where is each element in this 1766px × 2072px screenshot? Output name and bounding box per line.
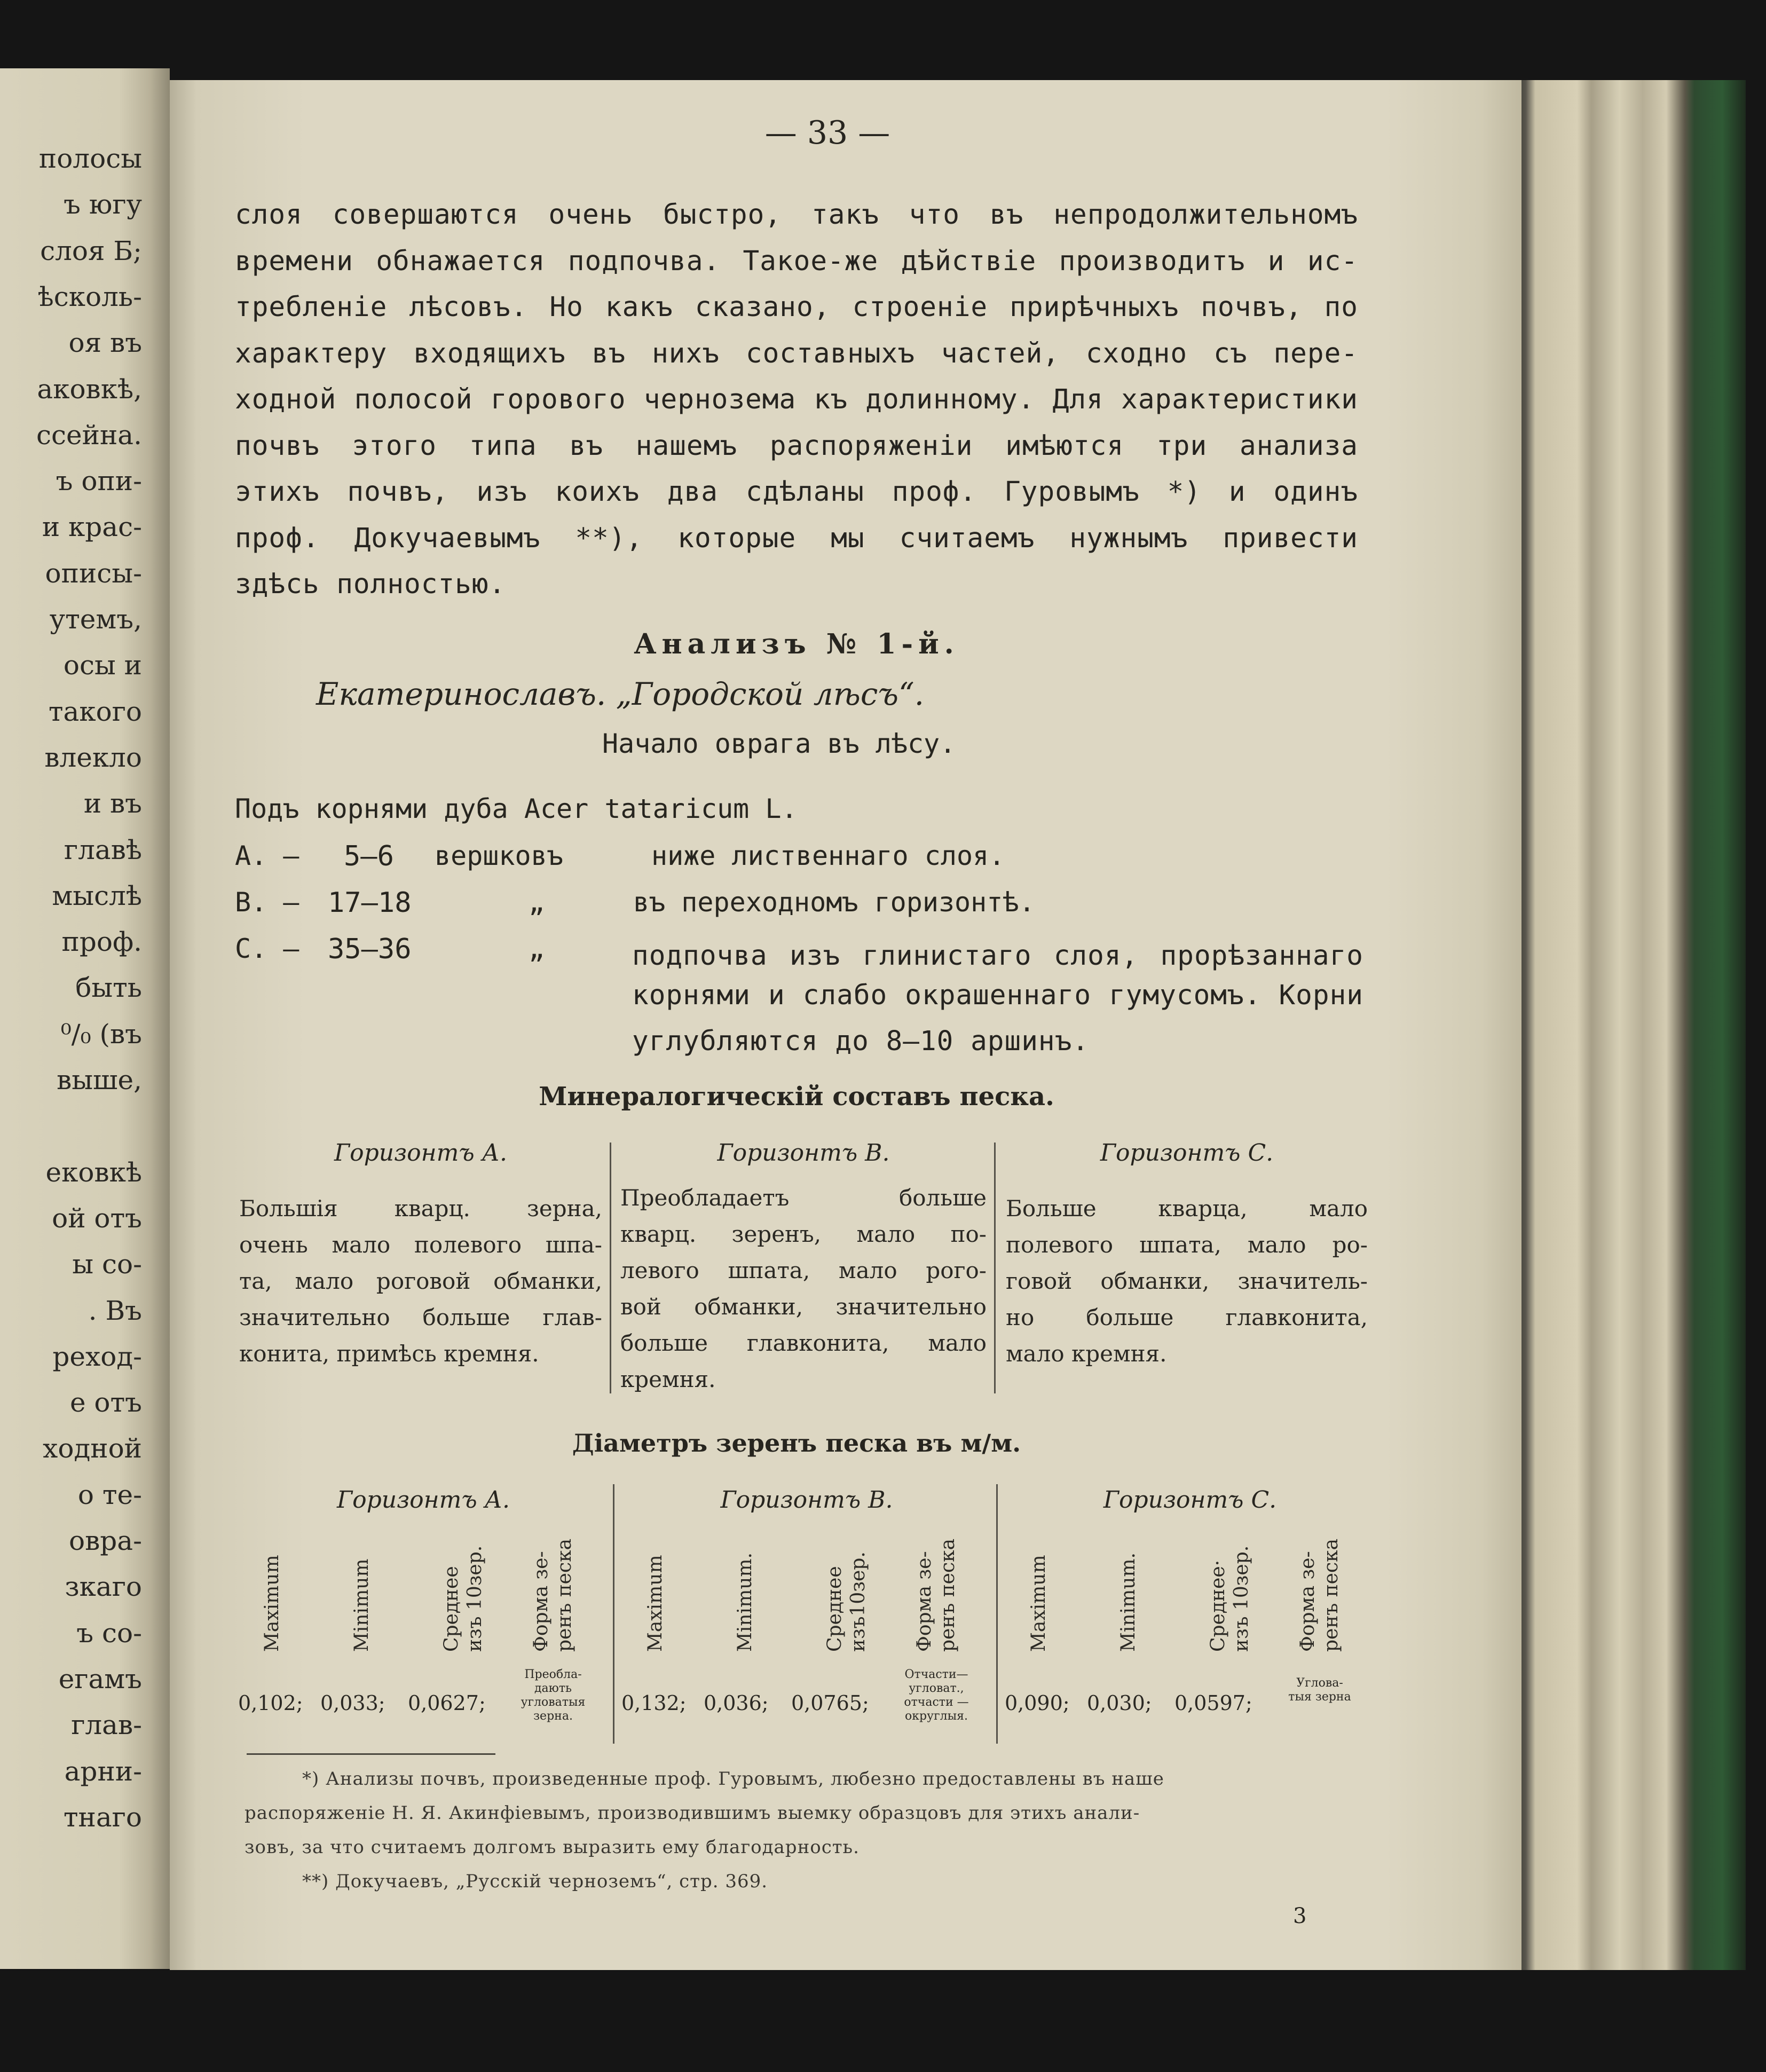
mineral-col-line: очень мало полевого шпа- [239,1232,602,1258]
left-page-fragment-line: тнаго [63,1801,142,1833]
column-divider [996,1484,998,1744]
diameter-subheader-line: Форма зе- [913,1551,935,1652]
diameter-value: 0,090; [1005,1691,1070,1715]
left-page-fragment-line: о те- [77,1479,142,1510]
grain-form-text [1272,1676,1368,1704]
left-page-fragment-line: е отъ [69,1387,142,1419]
grain-form-line: Углова- [1296,1676,1343,1690]
left-page-fragment-line: ѣсколь- [37,281,142,312]
diameter-subheader [1207,1546,1253,1652]
left-page-fragment-line: такого [48,696,142,727]
mineral-title: Минералогическій составъ песка. [539,1082,1054,1112]
left-page-fragment-line: егамъ [58,1663,142,1695]
left-page-fragment-line: и въ [83,788,142,820]
left-page-fragment-line: . Въ [88,1295,142,1326]
grain-form-line: дають [534,1682,572,1695]
mineral-col-header: Горизонтъ А. [334,1139,507,1167]
left-page-fragment-line: проф. [61,926,142,958]
mineral-col-line: кремня. [620,1366,716,1392]
left-page-fragment-line: мыслѣ [52,880,142,911]
horizon-unit: вершковъ [435,840,563,871]
paragraph-line: слоя совершаются очень быстро, такъ что въ непродолжительномъ [235,199,1358,231]
footnote-line: **) Докучаевъ, „Русскій черноземъ“, стр. 369. [302,1871,768,1892]
diameter-subheader [913,1539,960,1652]
paragraph-line: здѣсь полностью. [235,569,506,600]
diameter-subheader-line: Minimum [351,1558,373,1652]
left-page-fragment-line: ой отъ [52,1202,142,1234]
diameter-subheader-line: изъ 10зер. [464,1545,486,1652]
footnote-line: зовъ, за что считаемъ долгомъ выразить ему благодарность. [245,1837,860,1858]
diameter-subheader-line: Maximum [1028,1555,1050,1652]
left-page-fragment-line: ъ опи- [56,466,142,497]
left-page-fragment-line: описы- [45,557,142,589]
horizon-c-cont-2: углубляются до 8—10 аршинъ. [632,1026,1090,1057]
diameter-value: 0,0597; [1174,1691,1252,1715]
sample-intro: Подъ корнями дуба Acer tataricum L. [235,793,798,824]
left-page-fragment-line: арни- [64,1755,142,1787]
mineral-col-line: значительно больше глав- [239,1304,602,1330]
grain-form-line: отчасти — [904,1696,969,1709]
diameter-subheader-line: Maximum [644,1555,666,1652]
mineral-col-text [620,1180,987,1398]
column-divider [613,1484,614,1744]
diameter-value: 0,102; [238,1691,303,1715]
footnote-line: распоряженіе Н. Я. Акинфіевымъ, производившимъ выемку образцовъ для этихъ анали- [245,1802,1140,1824]
grain-form-text [888,1668,984,1723]
diameter-subheader [1296,1539,1343,1652]
horizon-unit: „ [529,887,545,918]
diameter-subheader [734,1553,757,1652]
column-divider [610,1143,611,1393]
grain-form-line: тыя зерна [1288,1690,1351,1704]
left-page-fragment-line: и крас- [42,511,142,543]
paragraph-line: проф. Докучаевымъ **), которые мы считаемъ нужнымъ привести [235,522,1358,554]
diameter-subheader-line: ренъ песка [1320,1538,1342,1652]
left-page-fragment-line: ссейна. [36,419,142,451]
mineral-col-header: Горизонтъ В. [717,1139,890,1167]
horizon-c-cont-1: корнями и слабо окрашеннаго гумусомъ. Корни [632,980,1363,1011]
footnote-line: *) Анализы почвъ, произведенные проф. Гуровымъ, любезно предоставлены въ наше [302,1768,1164,1790]
page-number: — 33 — [764,114,890,152]
mineral-col-line: Больше кварца, мало [1006,1195,1368,1222]
left-page-fragment-line: зкаго [65,1571,142,1603]
diameter-subheader [1117,1553,1140,1652]
diameter-col-header: Горизонтъ А. [337,1486,510,1514]
left-page-fragment-line: глав- [71,1709,142,1741]
diameter-subheader [644,1555,667,1652]
horizon-depth: 17—18 [328,887,412,919]
mineral-col-line: мало кремня. [1006,1341,1167,1367]
diameter-subheader [823,1551,870,1652]
diameter-col-header: Горизонтъ С. [1103,1486,1277,1514]
left-page-fragment-line: быть [75,972,142,1004]
diameter-subheader-line: Форма зе- [1297,1551,1319,1652]
left-page-fragment-line: реход- [52,1341,142,1372]
diameter-title: Діаметръ зеренъ песка въ м/м. [572,1429,1021,1458]
paragraph-line: почвъ этого типа въ нашемъ распоряженіи имѣются три анализа [235,430,1358,462]
diameter-subheader-line: Среднее [440,1566,462,1652]
horizon-unit: „ [529,933,545,964]
left-page-fragment-line: полосы [38,143,142,174]
left-page-fragment-line: ъ со- [76,1617,142,1649]
book-page-edges [1512,80,1746,1970]
horizon-depth: 35—36 [328,933,412,965]
horizon-desc: ниже лиственнаго слоя. [651,840,1005,871]
left-page-fragment-line: ъ югу [64,189,142,220]
mineral-col-line: больше главконита, мало [620,1330,987,1356]
diameter-subheader-line: ренъ песка [554,1538,575,1652]
grain-form-text [505,1668,601,1723]
left-page-fragment-line: аковкѣ, [37,373,142,405]
mineral-col-line: левого шпата, мало рого- [620,1257,987,1283]
mineral-col-text [239,1191,602,1372]
mineral-col-line: полевого шпата, мало ро- [1006,1232,1368,1258]
mineral-col-line: кварц. зеренъ, мало по- [620,1221,987,1247]
analysis-title: Анализъ № 1-й. [634,628,959,660]
grain-form-line: угловатыя [521,1696,586,1709]
diameter-subheader [261,1555,284,1652]
diameter-value: 0,132; [621,1691,687,1715]
diameter-subheader-line: Minimum. [734,1553,756,1652]
left-page-fragment-line: главѣ [64,834,142,865]
mineral-col-line: говой обманки, значитель- [1006,1268,1368,1294]
signature-mark: 3 [1293,1904,1307,1928]
left-page-fragment-line: овра- [69,1525,142,1556]
column-divider [994,1143,996,1393]
mineral-col-line: конита, примѣсь кремня. [239,1341,539,1367]
diameter-subheader [1027,1555,1051,1652]
horizon-desc: въ переходномъ горизонтѣ. [633,887,1035,918]
diameter-subheader [350,1558,374,1652]
left-page-fragment-line: осы и [63,650,142,681]
diameter-value: 0,033; [320,1691,385,1715]
grain-form-line: Отчасти— [904,1668,968,1681]
diameter-subheader-line: Среднее· [1207,1559,1229,1652]
paragraph-line: времени обнажается подпочва. Такое-же дѣйствіе производитъ и ис- [235,245,1358,277]
diameter-subheader [440,1546,487,1652]
location-title: Екатеринославъ. „Городской лѣсъ“. [316,676,925,712]
left-page-fragment-line: ⁰/₀ (въ [60,1018,142,1050]
location-subtitle: Начало оврага въ лѣсу. [602,728,956,759]
diameter-subheader-line: Форма зе- [530,1551,552,1652]
paragraph-line: этихъ почвъ, изъ коихъ два сдѣланы проф. Гуровымъ *) и одинъ [235,476,1358,508]
left-page-fragment-line: оя въ [68,327,142,359]
footnote-rule [247,1753,495,1755]
left-page-fragment-line: ходной [43,1433,142,1464]
left-page-fragment-line: ековкѣ [45,1156,142,1188]
diameter-value: 0,030; [1087,1691,1152,1715]
grain-form-line: зерна. [533,1709,573,1723]
horizon-label: A. — [235,840,299,871]
paragraph-line: характеру входящихъ въ нихъ составныхъ частей, сходно съ пере- [235,337,1358,369]
mineral-col-text [1006,1191,1368,1372]
left-page-fragment-line: влекло [44,742,142,773]
horizon-depth: 5—6 [344,840,394,872]
grain-form-line: округлыя. [905,1709,968,1723]
left-page-fragment-line: слоя Б; [40,235,142,266]
grain-form-line: угловат., [909,1682,964,1695]
left-page-fragment-line: ы со- [72,1249,142,1280]
diameter-subheader-line: Minimum. [1117,1553,1139,1652]
left-page-fragment [0,68,170,1969]
horizon-label: B. — [235,887,299,918]
mineral-col-line: та, мало роговой обманки, [239,1268,602,1294]
diameter-value: 0,036; [704,1691,769,1715]
left-page-fragment-line: утемъ, [49,604,142,635]
mineral-col-line: вой обманки, значительно [620,1294,987,1320]
left-page-fragment-line: выше, [57,1065,142,1096]
mineral-col-line: Преобладаетъ больше [620,1185,987,1211]
paragraph-line: ходной полосой горового чернозема къ долинному. Для характеристики [235,384,1358,415]
horizon-desc: подпочва изъ глинистаго слоя, прорѣзаннаго [632,940,1363,972]
horizon-label: C. — [235,933,299,964]
paragraph-line: требленіе лѣсовъ. Но какъ сказано, строеніе прирѣчныхъ почвъ, по [235,292,1358,323]
grain-form-line: Преобла- [524,1668,582,1681]
diameter-subheader-line: изъ 10зер. [1231,1545,1252,1652]
diameter-value: 0,0627; [408,1691,486,1715]
mineral-col-line: Большія кварц. зерна, [239,1195,602,1222]
diameter-subheader-line: Maximum [261,1555,283,1652]
diameter-subheader-line: изъ10зер. [847,1551,869,1652]
mineral-col-line: но больше главконита, [1006,1304,1368,1330]
diameter-subheader [530,1539,577,1652]
diameter-subheader-line: ренъ песка [937,1538,959,1652]
diameter-value: 0,0765; [791,1691,869,1715]
diameter-col-header: Горизонтъ В. [720,1486,893,1514]
diameter-subheader-line: Среднее [824,1566,846,1652]
mineral-col-header: Горизонтъ С. [1100,1139,1274,1167]
